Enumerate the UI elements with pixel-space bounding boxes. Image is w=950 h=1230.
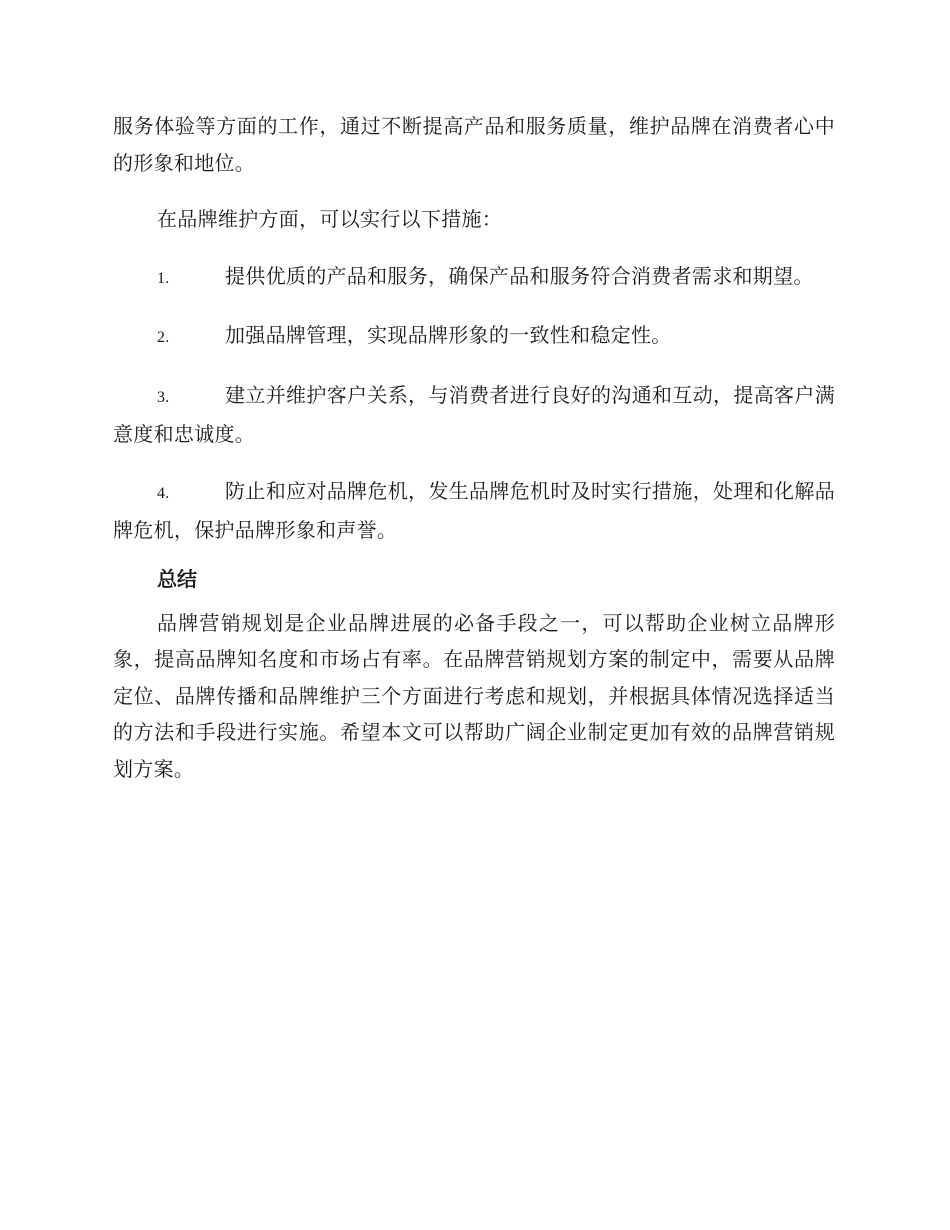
list-item-number: 4. (157, 484, 170, 502)
measures-intro-paragraph: 在品牌维护方面，可以实行以下措施： (157, 207, 503, 231)
list-item-text: 防止和应对品牌危机，发生品牌危机时及时实行措施，处理和化解品牌危机，保护品牌形象和声誉。 (113, 478, 835, 542)
summary-paragraph: 品牌营销规划是企业品牌进展的必备手段之一，可以帮助企业树立品牌形象，提高品牌知名度和市场占有率。在品牌营销规划方案的制定中，需要从品牌定位、品牌传播和品牌维护三个方面进行考虑和规划，并根据具体情况选择适当的方法和手段进行实施。希望本文可以帮助广阔企业制定更加有效的品牌营销规划方案。 (113, 610, 835, 781)
list-item-text: 提供优质的产品和服务，确保产品和服务符合消费者需求和期望。 (225, 263, 814, 288)
intro-continuation-paragraph: 服务体验等方面的工作，通过不断提高产品和服务质量，维护品牌在消费者心中的形象和地位。 (113, 114, 835, 175)
list-item-text: 建立并维护客户关系，与消费者进行良好的沟通和互动，提高客户满意度和忠诚度。 (113, 382, 835, 446)
summary-heading: 总结 (157, 566, 197, 591)
list-item (113, 377, 835, 453)
list-item-number: 3. (157, 388, 170, 406)
list-item (113, 473, 835, 549)
list-item (113, 258, 835, 298)
list-item-number: 2. (157, 329, 170, 346)
list-item (113, 317, 835, 357)
list-item-text: 加强品牌管理，实现品牌形象的一致性和稳定性。 (225, 323, 672, 347)
document-page (113, 108, 835, 787)
list-item-number: 1. (157, 269, 170, 287)
measures-list (113, 258, 835, 549)
